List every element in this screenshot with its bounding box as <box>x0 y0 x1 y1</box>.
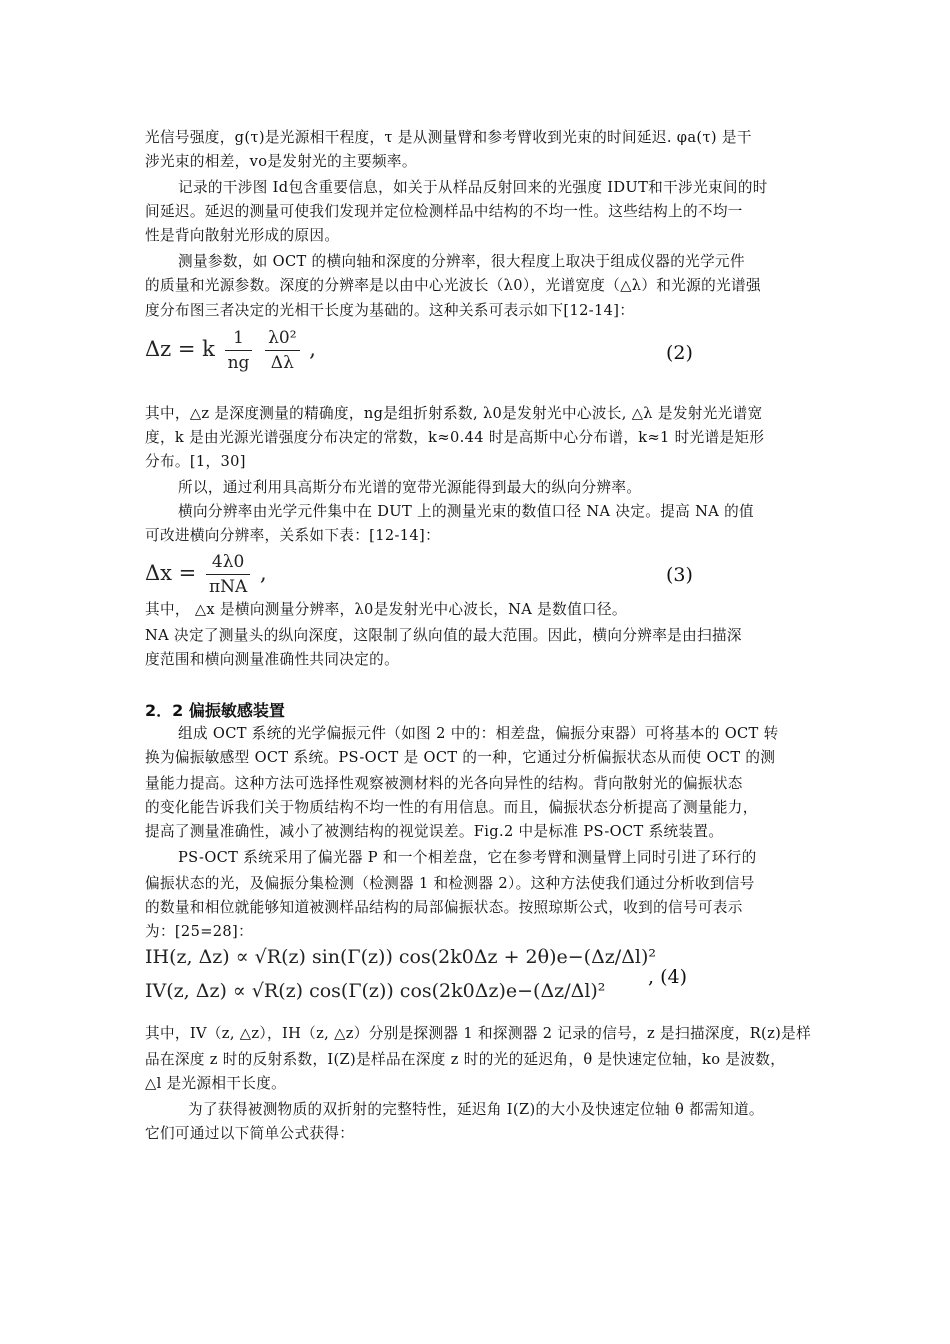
text-line: 为：[25=28]： <box>145 923 254 940</box>
equation-4-line-1: IH(z, Δz) ∝ √R(z) sin(Γ(z)) cos(2k0Δz + 2θ)e−(Δz/Δl)² <box>145 946 657 968</box>
eq3-tail: , <box>259 561 267 585</box>
text-line: 涉光束的相差，vo是发射光的主要频率。 <box>145 153 417 170</box>
text-line: 光信号强度，g(τ)是光源相干程度，τ 是从测量臂和参考臂收到光束的时间延迟. φa(τ) 是干 <box>145 129 752 146</box>
text-line: 度，k 是由光源光谱强度分布决定的常数，k≈0.44 时是高斯中心分布谱，k≈1 时光谱是矩形 <box>145 429 765 446</box>
text-line: 的质量和光源参数。深度的分辨率是以由中心光波长（λ0），光谱宽度（△λ）和光源的光谱强 <box>145 277 761 294</box>
text-line: 分布。[1，30] <box>145 453 246 470</box>
text-line: 品在深度 z 时的反射系数，I(Z)是样品在深度 z 时的光的延迟角，θ 是快速定位轴，ko 是波数， <box>145 1051 786 1068</box>
eq2-numerator-1: 1 <box>225 326 253 351</box>
text-line: 的变化能告诉我们关于物质结构不均一性的有用信息。而且，偏振状态分析提高了测量能力， <box>145 799 758 816</box>
eq3-numerator: 4λ0 <box>206 550 250 575</box>
equation-3-number: (3) <box>666 564 693 586</box>
text-line: 换为偏振敏感型 OCT 系统。PS-OCT 是 OCT 的一种，它通过分析偏振状态从而使 OCT 的测 <box>145 749 776 766</box>
eq2-denominator-2: Δλ <box>270 353 294 373</box>
equation-3 <box>145 550 267 599</box>
eq2-fraction-2 <box>265 326 299 375</box>
text-line: △l 是光源相干长度。 <box>145 1075 287 1092</box>
text-line: 可改进横向分辨率，关系如下表：[12-14]： <box>145 527 441 544</box>
text-line: 记录的干涉图 Id包含重要信息，如关于从样品反射回来的光强度 IDUT和干涉光束间的时 <box>178 179 768 196</box>
equation-2-number: (2) <box>666 342 693 364</box>
text-line: 为了获得被测物质的双折射的完整特性，延迟角 I(Z)的大小及快速定位轴 θ 都需知道。 <box>188 1101 764 1118</box>
text-line: 间延迟。延迟的测量可使我们发现并定位检测样品中结构的不均一性。这些结构上的不均一 <box>145 203 743 220</box>
text-line: 性是背向散射光形成的原因。 <box>145 227 340 244</box>
section-heading: 2．2 偏振敏感装置 <box>145 701 285 720</box>
text-line: NA 决定了测量头的纵向深度，这限制了纵向值的最大范围。因此，横向分辨率是由扫描深 <box>145 627 742 644</box>
text-line: 所以，通过利用具高斯分布光谱的宽带光源能得到最大的纵向分辨率。 <box>178 479 642 496</box>
text-line: 提高了测量准确性，减小了被测结构的视觉误差。Fig.2 中是标准 PS-OCT 系统装置。 <box>145 823 724 840</box>
eq2-lhs: Δz = k <box>145 337 215 361</box>
equation-4-number: , (4) <box>648 966 687 988</box>
eq3-fraction <box>206 550 250 599</box>
equation-4-line-2: IV(z, Δz) ∝ √R(z) cos(Γ(z)) cos(2k0Δz)e−(Δz/Δl)² <box>145 980 606 1002</box>
eq3-lhs: Δx = <box>145 561 197 585</box>
text-line: 测量参数，如 OCT 的横向轴和深度的分辨率，很大程度上取决于组成仪器的光学元件 <box>178 253 745 270</box>
text-line: 横向分辨率由光学元件集中在 DUT 上的测量光束的数值口径 NA 决定。提高 NA 的值 <box>178 503 754 520</box>
eq2-tail: , <box>309 337 316 361</box>
text-line: 度范围和横向测量准确性共同决定的。 <box>145 651 400 668</box>
eq2-denominator-1: ng <box>227 353 250 373</box>
text-line: 的数量和相位就能够知道被测样品结构的局部偏振状态。按照琼斯公式，收到的信号可表示 <box>145 899 743 916</box>
eq2-fraction-1 <box>225 326 253 375</box>
text-line: 其中，IV（z, △z），IH（z, △z）分别是探测器 1 和探测器 2 记录的信号，z 是扫描深度，R(z)是样 <box>145 1025 812 1042</box>
equation-2 <box>145 326 316 375</box>
text-line: 它们可通过以下简单公式获得： <box>145 1125 355 1142</box>
text-line: 度分布图三者决定的光相干长度为基础的。这种关系可表示如下[12-14]： <box>145 302 635 319</box>
eq2-numerator-2: λ0² <box>265 326 299 351</box>
eq3-denominator: πNA <box>208 577 248 597</box>
text-line: 组成 OCT 系统的光学偏振元件（如图 2 中的：相差盘，偏振分束器）可将基本的 OCT 转 <box>178 725 779 742</box>
text-line: 偏振状态的光，及偏振分集检测（检测器 1 和检测器 2）。这种方法使我们通过分析收到信号 <box>145 875 755 892</box>
text-line: 量能力提高。这种方法可选择性观察被测材料的光各向异性的结构。背向散射光的偏振状态 <box>145 775 743 792</box>
text-line: PS-OCT 系统采用了偏光器 P 和一个相差盘，它在参考臂和测量臂上同时引进了环行的 <box>178 849 757 866</box>
text-line: 其中， △x 是横向测量分辨率，λ0是发射光中心波长，NA 是数值口径。 <box>145 601 627 618</box>
text-line: 其中，△z 是深度测量的精确度，ng是组折射系数, λ0是发射光中心波长, △λ 是发射光光谱宽 <box>145 405 763 422</box>
